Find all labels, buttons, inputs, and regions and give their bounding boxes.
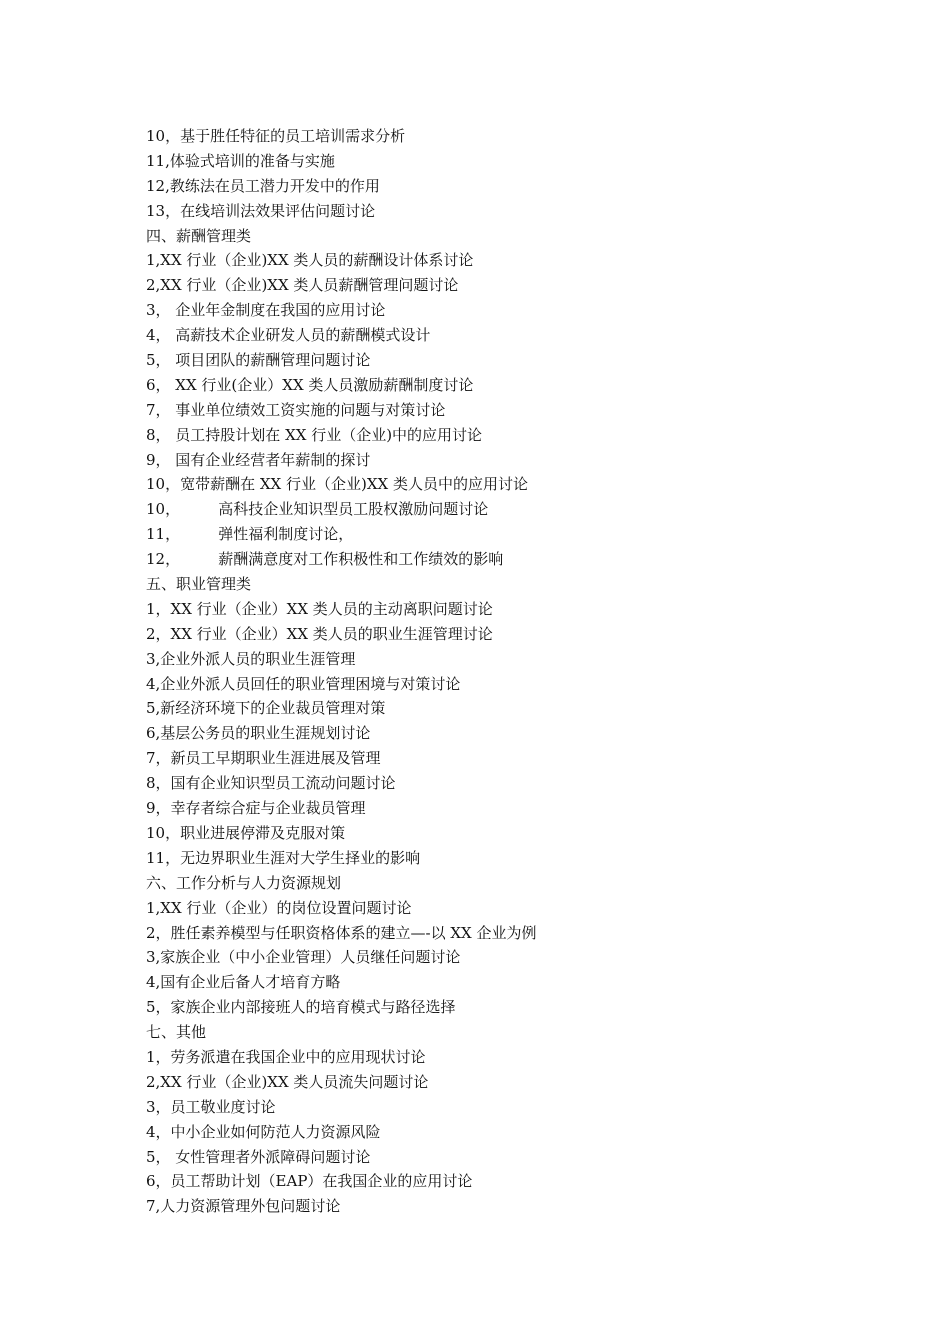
list-item: 7，新员工早期职业生涯进展及管理: [146, 749, 381, 768]
list-item: 6,基层公务员的职业生涯规划讨论: [146, 724, 371, 743]
list-item: 4,国有企业后备人才培育方略: [146, 973, 341, 992]
section-heading: 四、薪酬管理类: [146, 226, 252, 245]
list-item: 12,教练法在员工潜力开发中的作用: [146, 176, 380, 195]
list-item: 11,体验式培训的准备与实施: [146, 151, 335, 170]
list-item: 7,人力资源管理外包问题讨论: [146, 1197, 341, 1216]
list-item: 2，XX 行业（企业）XX 类人员的职业生涯管理讨论: [146, 624, 493, 643]
list-item: 5， 项目团队的薪酬管理问题讨论: [146, 351, 371, 370]
list-item: 2,XX 行业（企业)XX 类人员流失问题讨论: [146, 1072, 429, 1091]
list-item: 6，员工帮助计划（EAP）在我国企业的应用讨论: [146, 1172, 473, 1191]
list-item: 13，在线培训法效果评估问题讨论: [146, 201, 376, 220]
list-item: 6， XX 行业(企业）XX 类人员激励薪酬制度讨论: [146, 375, 474, 394]
list-item: 5，家族企业内部接班人的培育模式与路径选择: [146, 998, 456, 1017]
list-item: 10，基于胜任特征的员工培训需求分析: [146, 127, 406, 145]
list-item: 11，无边界职业生涯对大学生择业的影响: [146, 848, 421, 867]
section-heading: 七、其他: [146, 1023, 207, 1042]
list-item: 7， 事业单位绩效工资实施的问题与对策讨论: [146, 400, 446, 419]
document-body: [146, 124, 866, 1219]
list-item: 10，职业进展停滞及克服对策: [146, 823, 346, 842]
list-item: 1，劳务派遣在我国企业中的应用现状讨论: [146, 1047, 426, 1066]
list-item: 2，胜任素养模型与任职资格体系的建立—-以 XX 企业为例: [146, 923, 537, 942]
list-item: 1，XX 行业（企业）XX 类人员的主动离职问题讨论: [146, 599, 493, 618]
list-item: 1,XX 行业（企业）的岗位设置问题讨论: [146, 898, 412, 917]
list-item: 12， 薪酬满意度对工作积极性和工作绩效的影响: [146, 550, 504, 569]
list-item: 8， 员工持股计划在 XX 行业（企业)中的应用讨论: [146, 425, 483, 444]
list-item: 4， 高薪技术企业研发人员的薪酬模式设计: [146, 326, 431, 345]
list-item: 9，幸存者综合症与企业裁员管理: [146, 799, 366, 818]
list-item: 3， 企业年金制度在我国的应用讨论: [146, 301, 386, 320]
section-heading: 五、职业管理类: [146, 575, 252, 594]
list-item: 5， 女性管理者外派障碍问题讨论: [146, 1147, 371, 1166]
list-item: 10，宽带薪酬在 XX 行业（企业)XX 类人员中的应用讨论: [146, 475, 528, 494]
section-heading: 六、工作分析与人力资源规划: [146, 873, 342, 892]
list-item: 4，中小企业如何防范人力资源风险: [146, 1122, 381, 1141]
list-item: 8，国有企业知识型员工流动问题讨论: [146, 774, 396, 793]
list-item: 3,家族企业（中小企业管理）人员继任问题讨论: [146, 948, 461, 967]
list-item: 1,XX 行业（企业)XX 类人员的薪酬设计体系讨论: [146, 251, 474, 270]
list-item: 2,XX 行业（企业)XX 类人员薪酬管理问题讨论: [146, 276, 459, 295]
list-item: 4,企业外派人员回任的职业管理困境与对策讨论: [146, 674, 461, 693]
list-item: 11， 弹性福利制度讨论，: [146, 525, 354, 544]
list-item: 10， 高科技企业知识型员工股权激励问题讨论: [146, 500, 489, 519]
list-item: 3,企业外派人员的职业生涯管理: [146, 649, 356, 668]
list-item: 9， 国有企业经营者年薪制的探讨: [146, 450, 371, 469]
list-item: 3，员工敬业度讨论: [146, 1097, 276, 1116]
list-item: 5,新经济环境下的企业裁员管理对策: [146, 699, 386, 718]
